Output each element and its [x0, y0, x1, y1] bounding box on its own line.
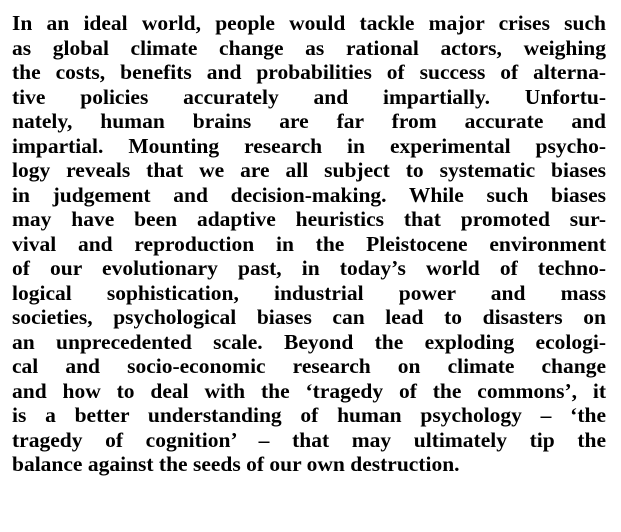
text-line: impartial. Mounting research in experimental psycho- [12, 133, 606, 158]
text-line: the costs, benefits and probabilities of success of alterna- [12, 60, 606, 84]
text-line: may have been adaptive heuristics that promoted sur- [12, 207, 606, 231]
text-line: is a better understanding of human psychology – ‘the [12, 403, 606, 427]
text-line: vival and reproduction in the Pleistocene environment [12, 231, 606, 256]
text-line: and how to deal with the ‘tragedy of the commons’, it [12, 378, 606, 403]
body-paragraph [12, 11, 606, 477]
text-line: nately, human brains are far from accurate and [12, 109, 606, 133]
text-line: societies, psychological biases can lead to disasters on [12, 305, 606, 329]
text-line: tragedy of cognition’ – that may ultimately tip the [12, 427, 606, 452]
text-line: balance against the seeds of our own destruction. [12, 452, 460, 476]
text-line: cal and socio-economic research on climate change [12, 354, 606, 378]
text-line: an unprecedented scale. Beyond the exploding ecologi- [12, 329, 606, 354]
text-line: in judgement and decision-making. While such biases [12, 182, 606, 207]
text-line: In an ideal world, people would tackle major crises such [12, 11, 606, 35]
text-line: logical sophistication, industrial power and mass [12, 280, 606, 305]
text-line: logy reveals that we are all subject to systematic biases [12, 158, 606, 182]
text-line: as global climate change as rational actors, weighing [12, 35, 606, 60]
text-line: of our evolutionary past, in today’s world of techno- [12, 256, 606, 280]
text-line: tive policies accurately and impartially. Unfortu- [12, 84, 606, 109]
